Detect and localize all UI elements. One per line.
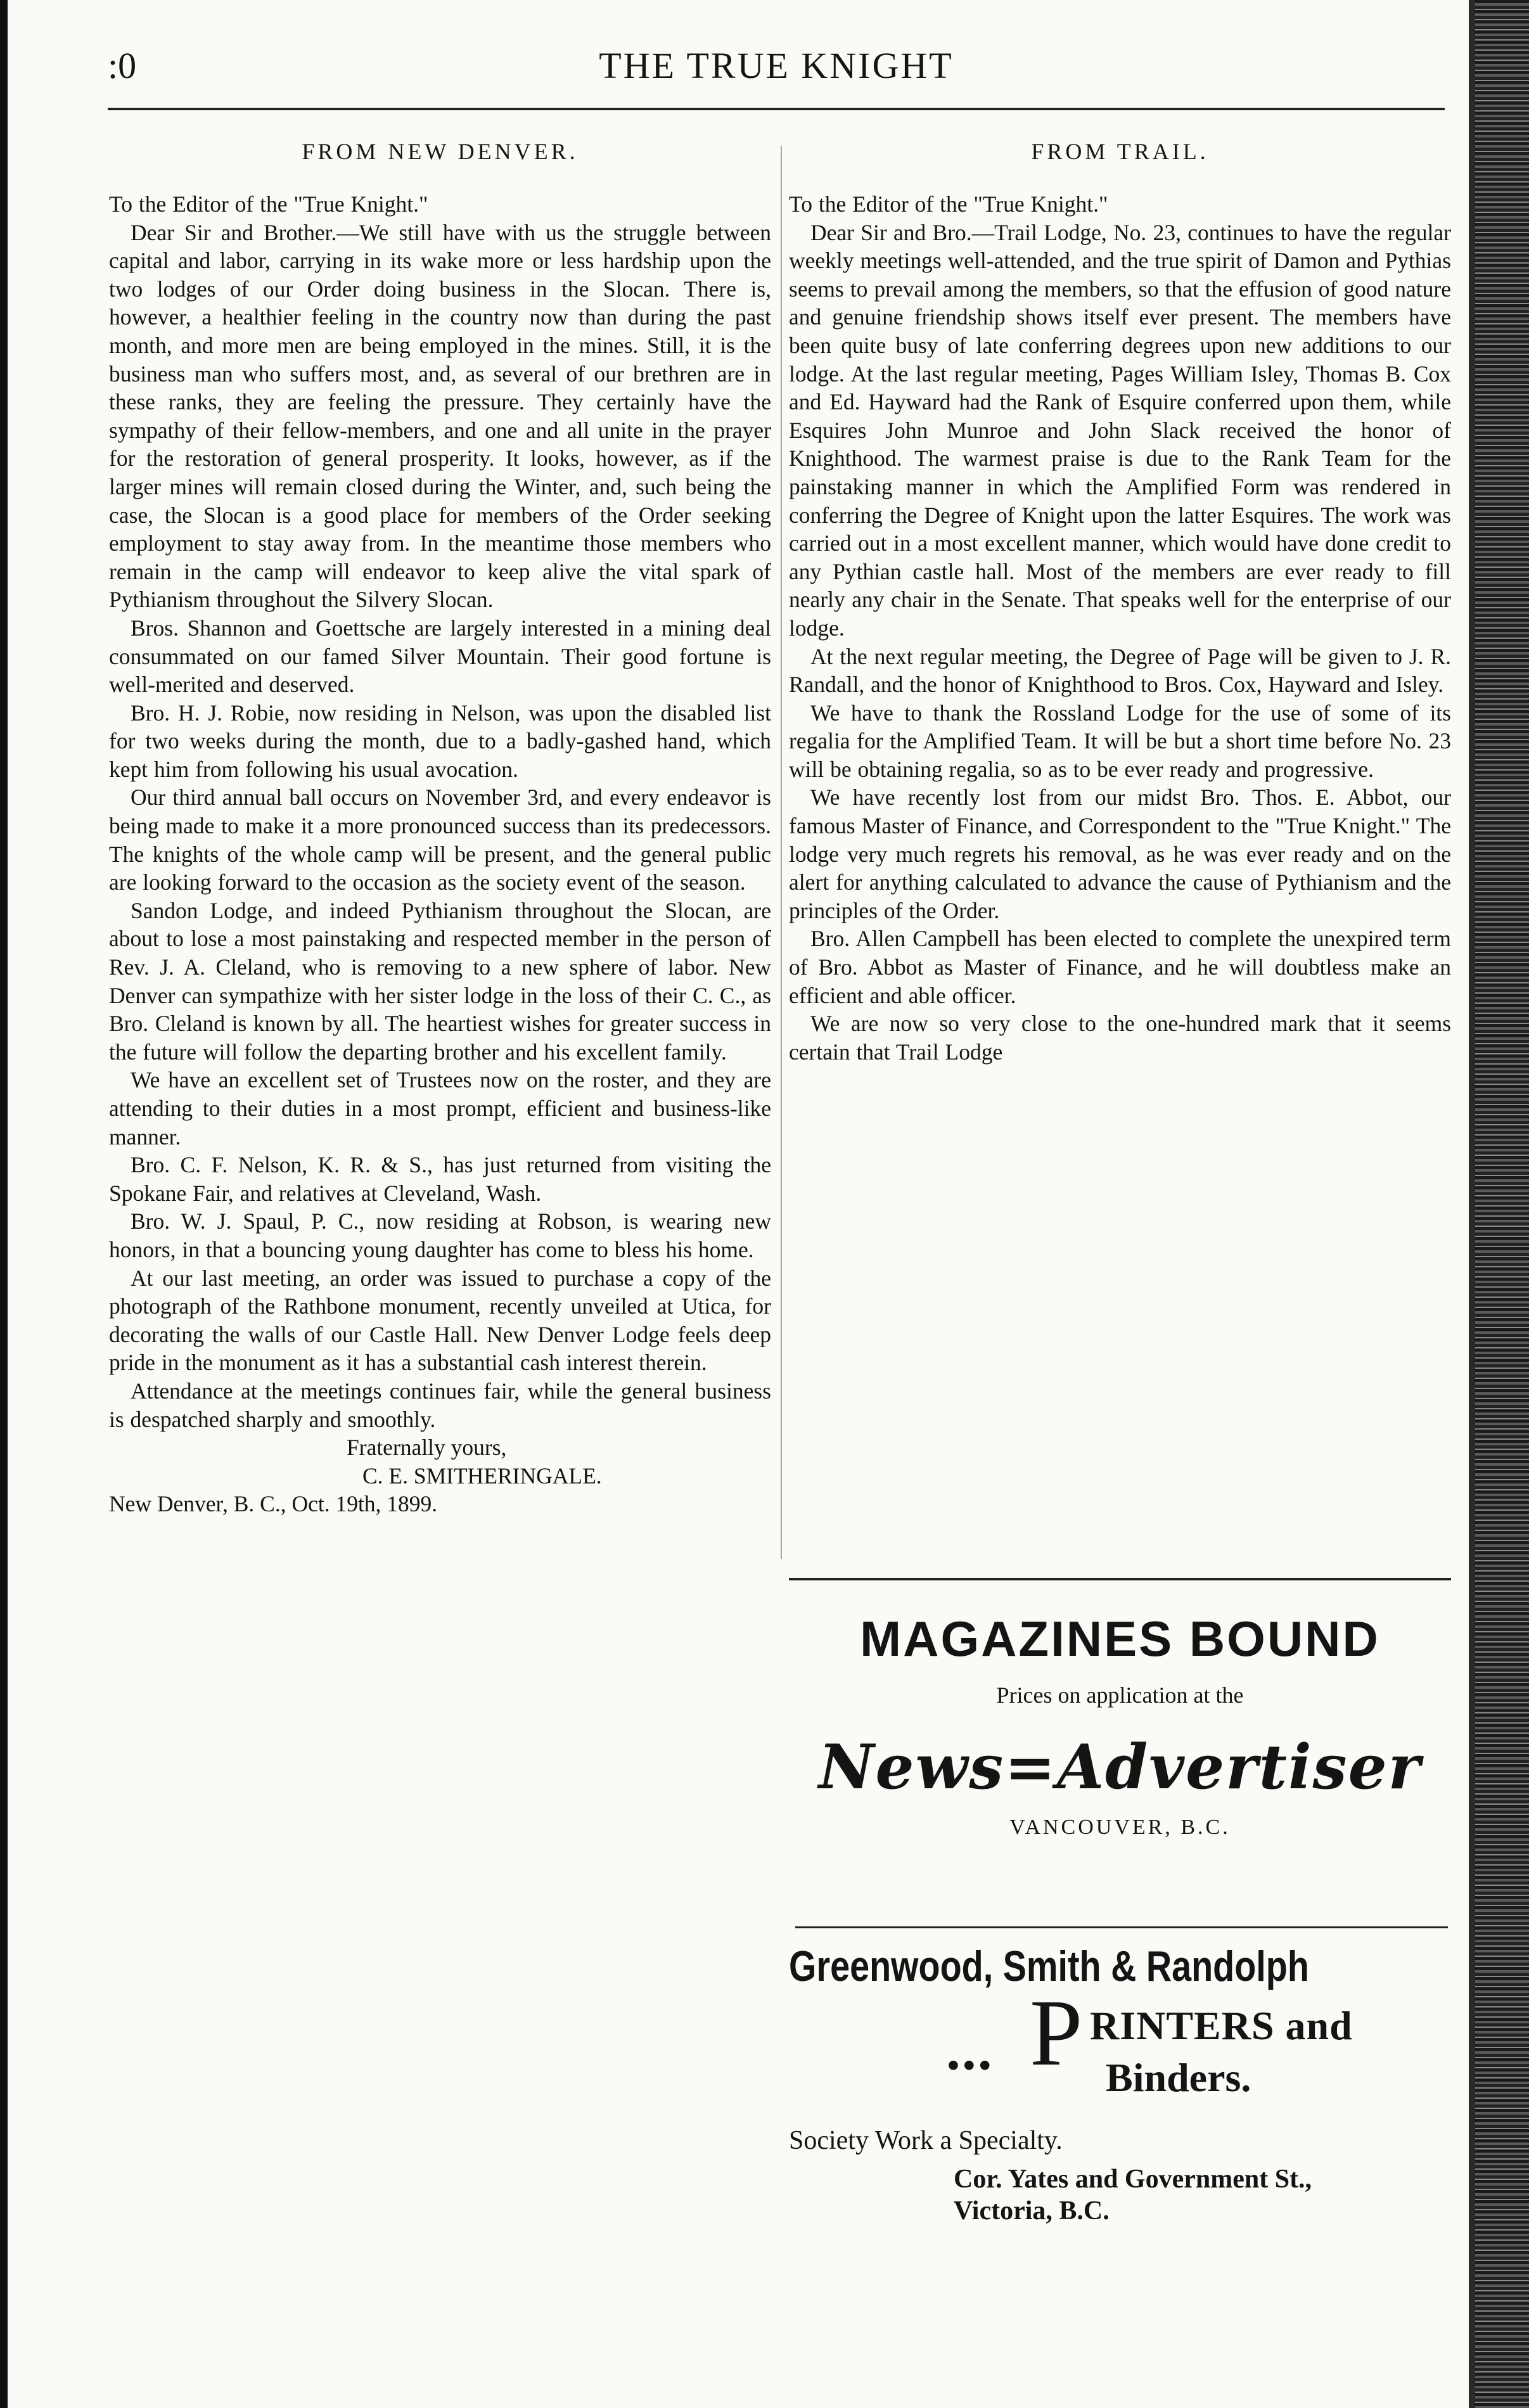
article-title: FROM NEW DENVER. [302, 139, 579, 164]
paragraph: Attendance at the meetings continues fair, while the general business is despatched sharply and smoothly. [109, 1378, 771, 1432]
ad-top-rule [789, 1578, 1451, 1580]
paragraph: Bro. C. F. Nelson, K. R. & S., has just returned from visiting the Spokane Fair, and relatives at Cleveland, Wash. [109, 1152, 771, 1206]
paragraph: At our last meeting, an order was issued to purchase a copy of the photograph of the Rathbone monument, recently unveiled at Utica, for decorating the walls of our Castle Hall. New Denver Lodge feels deep pride in the monument as it has a substantial cash interest therein. [109, 1265, 771, 1376]
salutation: To the Editor of the "True Knight." [109, 191, 428, 217]
page-left-border [0, 0, 8, 2408]
paragraph: Bro. H. J. Robie, now residing in Nelson, was upon the disabled list for two weeks during the month, due to a badly-gashed hand, which kept him from following his usual avocation. [109, 700, 771, 782]
column-divider [781, 146, 782, 1559]
address [789, 2163, 1451, 2227]
ad-headline: MAGAZINES BOUND [860, 1611, 1380, 1667]
ad-printers [789, 1939, 1451, 2227]
page-right-scan-edge [1475, 0, 1529, 2408]
specialty-line: Society Work a Specialty. [789, 2126, 1063, 2155]
ad-magazines-bound [789, 1610, 1451, 1840]
paragraph: Dear Sir and Bro.—Trail Lodge, No. 23, continues to have the regular weekly meetings well-attended, and the true spirit of Damon and Pythias seems to prevail among the members, so that the effusion of good nature and genuine friendship shows itself ever present. The members have been quite busy of late conferring degrees upon new additions to our lodge. At the last regular meeting, Pages William Isley, Thomas B. Cox and Ed. Hayward had the Rank of Esquire conferred upon them, while Esquires John Munroe and John Slack received the honor of Knighthood. The warmest praise is due to the Rank Team for the painstaking manner in which the Amplified Form was rendered in conferring the Degree of Knight upon the latter Esquires. The work was carried out in a most excellent manner, which would have done credit to any Pythian castle hall. Most of the members are ever ready to fill nearly any chair in the Senate. That speaks well for the enterprise of our lodge. [789, 219, 1451, 641]
ornament-dots: ••• [947, 2046, 995, 2084]
paragraph: Sandon Lodge, and indeed Pythianism throughout the Slocan, are about to lose a most painstaking and respected member in the person of Rev. J. A. Cleland, who is removing to a new sphere of labor. New Denver can sympathize with her sister lodge in the loss of their C. C., as Bro. Cleland is known by all. The heartiest wishes for greater success in the future will follow the departing brother and his excellent family. [109, 897, 771, 1065]
paragraph: Bro. Allen Campbell has been elected to complete the unexpired term of Bro. Abbot as Master of Finance, and he will doubtless make an efficient and able officer. [789, 926, 1451, 1008]
page-header [108, 44, 1445, 101]
paragraph: Bros. Shannon and Goettsche are largely interested in a mining deal consummated on our famed Silver Mountain. Their good fortune is well-merited and deserved. [109, 615, 771, 698]
paragraph: Our third annual ball occurs on November 3rd, and every endeavor is being made to make it a more pronounced success than its predecessors. The knights of the whole camp will be present, and the general public are looking forward to the occasion as the society event of the season. [109, 785, 771, 895]
trade-line [789, 1980, 1451, 2117]
paragraph: We are now so very close to the one-hundred mark that it seems certain that Trail Lodge [789, 1011, 1451, 1065]
article-trail [789, 138, 1451, 1066]
running-title: THE TRUE KNIGHT [599, 45, 954, 86]
article-title: FROM TRAIL. [1031, 139, 1209, 164]
address-line-1: Cor. Yates and Government St., [954, 2165, 1312, 2194]
trade-binders: Binders. [1106, 2055, 1251, 2100]
article-new-denver [109, 138, 771, 1518]
drop-initial: P [1030, 1980, 1083, 2085]
dateline: New Denver, B. C., Oct. 19th, 1899. [109, 1491, 438, 1517]
ad-divider-rule [795, 1926, 1448, 1928]
firm-name: Greenwood, Smith & Randolph [789, 1942, 1309, 1990]
newspaper-nameplate: News=Advertiser [818, 1731, 1422, 1803]
paragraph: We have an excellent set of Trustees now on the roster, and they are attending to their duties in a most prompt, efficient and business-like manner. [109, 1067, 771, 1150]
address-line-2: Victoria, B.C. [954, 2196, 1110, 2225]
paragraph: Dear Sir and Brother.—We still have with us the struggle between capital and labor, carrying in its wake more or less hardship upon the two lodges of our Order doing business in the Slocan. There is, however, a healthier feeling in the country now than during the past month, and more men are being employed in the mines. Still, it is the business man who suffers most, and, as several of our brethren are in these ranks, they are feeling the pressure. They certainly have the sympathy of their fellow-members, and one and all unite in the prayer for the restoration of general prosperity. It looks, however, as if the larger mines will remain closed during the Winter, and, such being the case, the Slocan is a good place for members of the Order seeking employment to stay away from. In the meantime those members who remain in the camp will endeavor to keep alive the vital spark of Pythianism throughout the Silvery Slocan. [109, 219, 771, 613]
header-rule [108, 108, 1445, 110]
signature: C. E. SMITHERINGALE. [362, 1463, 602, 1489]
trade-printers: RINTERS and [1090, 2003, 1353, 2048]
closing: Fraternally yours, [347, 1435, 507, 1461]
paragraph: At the next regular meeting, the Degree of Page will be given to J. R. Randall, and the honor of Knighthood to Bros. Cox, Hayward and Isley. [789, 643, 1451, 698]
salutation: To the Editor of the "True Knight." [789, 191, 1108, 217]
paragraph: We have to thank the Rossland Lodge for the use of some of its regalia for the Amplified Team. It will be but a short time before No. 23 will be obtaining regalia, so as to be ever ready and progressive. [789, 700, 1451, 782]
ad-city: VANCOUVER, B.C. [1009, 1816, 1231, 1839]
page-right-binding-edge [1469, 0, 1475, 2408]
paragraph: We have recently lost from our midst Bro. Thos. E. Abbot, our famous Master of Finance, and Correspondent to the "True Knight." The lodge very much regrets his removal, as he was ever ready and on the alert for anything calculated to advance the cause of Pythianism and the principles of the Order. [789, 785, 1451, 923]
paragraph: Bro. W. J. Spaul, P. C., now residing at Robson, is wearing new honors, in that a bouncing young daughter has come to bless his home. [109, 1208, 771, 1262]
ad-subline: Prices on application at the [996, 1682, 1244, 1708]
page-number: :0 [108, 45, 137, 86]
